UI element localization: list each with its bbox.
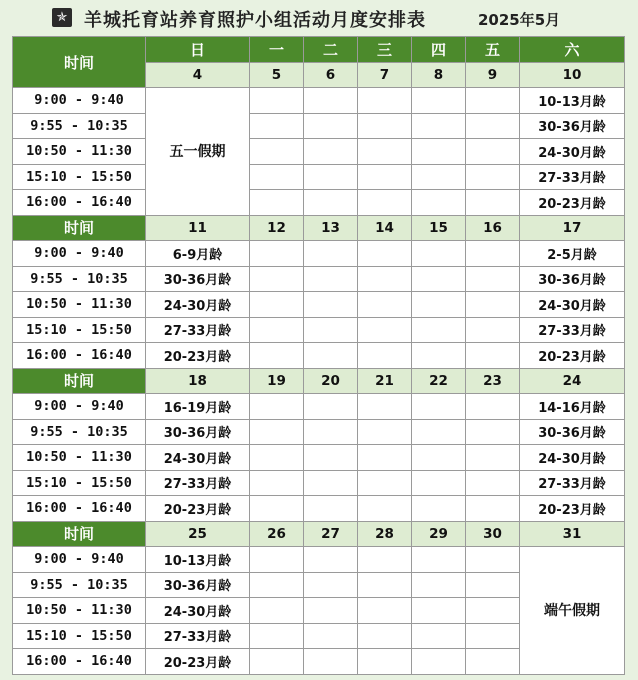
star-icon: ✯ — [52, 8, 72, 27]
age-group-cell: 24-30月龄 — [146, 292, 250, 318]
date-cell: 18 — [146, 368, 250, 394]
age-group-cell: 14-16月龄 — [520, 394, 625, 420]
empty-cell — [412, 317, 466, 343]
weekday-header-row — [13, 37, 625, 63]
time-slot: 15:10 - 15:50 — [13, 164, 146, 190]
empty-cell — [412, 649, 466, 675]
date-cell: 23 — [466, 368, 520, 394]
age-group-cell: 2-5月龄 — [520, 241, 625, 267]
empty-cell — [358, 470, 412, 496]
table-row — [13, 266, 625, 292]
table-row — [13, 496, 625, 522]
date-cell: 28 — [358, 521, 412, 547]
table-row — [13, 343, 625, 369]
empty-cell — [466, 547, 520, 573]
empty-cell — [250, 190, 304, 216]
empty-cell — [358, 113, 412, 139]
time-slot: 10:50 - 11:30 — [13, 139, 146, 165]
empty-cell — [466, 241, 520, 267]
empty-cell — [412, 343, 466, 369]
empty-cell — [358, 164, 412, 190]
empty-cell — [412, 623, 466, 649]
date-cell: 16 — [466, 215, 520, 241]
age-group-cell: 27-33月龄 — [520, 317, 625, 343]
age-group-cell: 6-9月龄 — [146, 241, 250, 267]
age-group-cell: 30-36月龄 — [520, 419, 625, 445]
empty-cell — [304, 139, 358, 165]
empty-cell — [466, 496, 520, 522]
age-group-cell: 10-13月龄 — [146, 547, 250, 573]
schedule-month: 2025年5月 — [478, 11, 561, 29]
date-cell: 19 — [250, 368, 304, 394]
empty-cell — [304, 241, 358, 267]
empty-cell — [250, 547, 304, 573]
empty-cell — [304, 266, 358, 292]
empty-cell — [250, 649, 304, 675]
table-row — [13, 394, 625, 420]
date-cell: 17 — [520, 215, 625, 241]
empty-cell — [304, 649, 358, 675]
empty-cell — [466, 164, 520, 190]
empty-cell — [412, 547, 466, 573]
empty-cell — [412, 266, 466, 292]
date-cell: 14 — [358, 215, 412, 241]
empty-cell — [250, 139, 304, 165]
age-group-cell: 27-33月龄 — [520, 470, 625, 496]
time-slot: 10:50 - 11:30 — [13, 445, 146, 471]
empty-cell — [358, 496, 412, 522]
time-slot: 16:00 - 16:40 — [13, 496, 146, 522]
time-slot: 10:50 - 11:30 — [13, 292, 146, 318]
age-group-cell: 20-23月龄 — [146, 649, 250, 675]
empty-cell — [412, 241, 466, 267]
date-cell: 13 — [304, 215, 358, 241]
empty-cell — [358, 139, 412, 165]
age-group-cell: 24-30月龄 — [146, 445, 250, 471]
age-group-cell: 10-13月龄 — [520, 88, 625, 114]
age-group-cell: 24-30月龄 — [520, 139, 625, 165]
date-cell: 20 — [304, 368, 358, 394]
table-row — [13, 445, 625, 471]
time-slot: 10:50 - 11:30 — [13, 598, 146, 624]
empty-cell — [304, 292, 358, 318]
empty-cell — [466, 190, 520, 216]
time-slot: 9:55 - 10:35 — [13, 113, 146, 139]
table-row — [13, 547, 625, 573]
empty-cell — [304, 164, 358, 190]
empty-cell — [412, 190, 466, 216]
empty-cell — [250, 292, 304, 318]
empty-cell — [466, 113, 520, 139]
empty-cell — [466, 649, 520, 675]
empty-cell — [250, 572, 304, 598]
empty-cell — [358, 394, 412, 420]
empty-cell — [304, 113, 358, 139]
age-group-cell: 24-30月龄 — [520, 445, 625, 471]
empty-cell — [304, 572, 358, 598]
age-group-cell: 27-33月龄 — [146, 470, 250, 496]
empty-cell — [412, 292, 466, 318]
date-cell: 22 — [412, 368, 466, 394]
empty-cell — [250, 470, 304, 496]
empty-cell — [304, 496, 358, 522]
time-slot: 15:10 - 15:50 — [13, 623, 146, 649]
weekday-header: 一 — [250, 37, 304, 63]
empty-cell — [304, 317, 358, 343]
age-group-cell: 27-33月龄 — [146, 623, 250, 649]
empty-cell — [250, 241, 304, 267]
empty-cell — [250, 445, 304, 471]
date-cell: 26 — [250, 521, 304, 547]
empty-cell — [358, 190, 412, 216]
empty-cell — [466, 623, 520, 649]
date-cell: 29 — [412, 521, 466, 547]
empty-cell — [466, 88, 520, 114]
empty-cell — [466, 598, 520, 624]
time-slot: 9:00 - 9:40 — [13, 241, 146, 267]
date-cell: 9 — [466, 62, 520, 88]
weekday-header: 六 — [520, 37, 625, 63]
empty-cell — [466, 317, 520, 343]
age-group-cell: 24-30月龄 — [146, 598, 250, 624]
page-header — [0, 0, 638, 36]
weekday-header: 日 — [146, 37, 250, 63]
empty-cell — [412, 470, 466, 496]
weekday-header: 四 — [412, 37, 466, 63]
empty-cell — [304, 394, 358, 420]
empty-cell — [358, 241, 412, 267]
weekday-header: 五 — [466, 37, 520, 63]
age-group-cell: 20-23月龄 — [520, 190, 625, 216]
empty-cell — [304, 190, 358, 216]
date-cell: 11 — [146, 215, 250, 241]
age-group-cell: 20-23月龄 — [520, 343, 625, 369]
time-slot: 9:55 - 10:35 — [13, 419, 146, 445]
age-group-cell: 24-30月龄 — [520, 292, 625, 318]
empty-cell — [304, 470, 358, 496]
empty-cell — [304, 445, 358, 471]
empty-cell — [358, 445, 412, 471]
empty-cell — [250, 343, 304, 369]
age-group-cell: 20-23月龄 — [146, 343, 250, 369]
empty-cell — [412, 496, 466, 522]
empty-cell — [358, 649, 412, 675]
table-row — [13, 241, 625, 267]
schedule-table — [12, 36, 625, 675]
date-cell: 21 — [358, 368, 412, 394]
empty-cell — [466, 419, 520, 445]
empty-cell — [358, 572, 412, 598]
time-slot: 9:00 - 9:40 — [13, 547, 146, 573]
table-row — [13, 164, 625, 190]
date-cell: 6 — [304, 62, 358, 88]
age-group-cell: 27-33月龄 — [146, 317, 250, 343]
age-group-cell: 30-36月龄 — [146, 572, 250, 598]
date-cell: 31 — [520, 521, 625, 547]
date-header-row — [13, 215, 625, 241]
date-cell: 8 — [412, 62, 466, 88]
empty-cell — [250, 394, 304, 420]
time-slot: 16:00 - 16:40 — [13, 190, 146, 216]
empty-cell — [304, 598, 358, 624]
age-group-cell: 30-36月龄 — [520, 113, 625, 139]
weekday-header: 二 — [304, 37, 358, 63]
time-header: 时间 — [13, 37, 146, 88]
date-cell: 5 — [250, 62, 304, 88]
time-slot: 15:10 - 15:50 — [13, 470, 146, 496]
empty-cell — [412, 139, 466, 165]
empty-cell — [358, 598, 412, 624]
empty-cell — [250, 266, 304, 292]
age-group-cell: 27-33月龄 — [520, 164, 625, 190]
empty-cell — [358, 419, 412, 445]
weekday-header: 三 — [358, 37, 412, 63]
age-group-cell: 16-19月龄 — [146, 394, 250, 420]
age-group-cell: 30-36月龄 — [520, 266, 625, 292]
empty-cell — [250, 88, 304, 114]
empty-cell — [466, 394, 520, 420]
date-cell: 25 — [146, 521, 250, 547]
age-group-cell: 30-36月龄 — [146, 266, 250, 292]
date-cell: 30 — [466, 521, 520, 547]
empty-cell — [304, 343, 358, 369]
empty-cell — [250, 317, 304, 343]
empty-cell — [412, 88, 466, 114]
empty-cell — [412, 445, 466, 471]
date-cell: 12 — [250, 215, 304, 241]
age-group-cell: 30-36月龄 — [146, 419, 250, 445]
table-row — [13, 113, 625, 139]
empty-cell — [466, 292, 520, 318]
empty-cell — [304, 88, 358, 114]
empty-cell — [412, 113, 466, 139]
holiday-cell: 端午假期 — [520, 547, 625, 675]
time-slot: 15:10 - 15:50 — [13, 317, 146, 343]
empty-cell — [304, 623, 358, 649]
date-header-row — [13, 521, 625, 547]
time-header: 时间 — [13, 215, 146, 241]
table-row — [13, 139, 625, 165]
date-cell: 15 — [412, 215, 466, 241]
empty-cell — [304, 547, 358, 573]
time-slot: 16:00 - 16:40 — [13, 649, 146, 675]
time-header: 时间 — [13, 521, 146, 547]
page-title: 羊城托育站养育照护小组活动月度安排表 — [84, 10, 426, 31]
empty-cell — [466, 470, 520, 496]
empty-cell — [304, 419, 358, 445]
empty-cell — [250, 623, 304, 649]
empty-cell — [412, 394, 466, 420]
empty-cell — [250, 164, 304, 190]
table-row — [13, 190, 625, 216]
empty-cell — [466, 343, 520, 369]
empty-cell — [250, 113, 304, 139]
empty-cell — [358, 292, 412, 318]
empty-cell — [466, 139, 520, 165]
holiday-cell: 五一假期 — [146, 88, 250, 216]
table-row — [13, 317, 625, 343]
date-cell: 24 — [520, 368, 625, 394]
empty-cell — [358, 547, 412, 573]
time-slot: 9:55 - 10:35 — [13, 572, 146, 598]
time-slot: 9:55 - 10:35 — [13, 266, 146, 292]
empty-cell — [412, 598, 466, 624]
empty-cell — [358, 317, 412, 343]
time-header: 时间 — [13, 368, 146, 394]
table-row — [13, 88, 625, 114]
table-row — [13, 470, 625, 496]
age-group-cell: 20-23月龄 — [146, 496, 250, 522]
schedule-body — [13, 37, 625, 675]
empty-cell — [412, 419, 466, 445]
table-row — [13, 419, 625, 445]
date-cell: 7 — [358, 62, 412, 88]
table-row — [13, 292, 625, 318]
empty-cell — [358, 266, 412, 292]
empty-cell — [250, 496, 304, 522]
empty-cell — [358, 343, 412, 369]
age-group-cell: 20-23月龄 — [520, 496, 625, 522]
time-slot: 9:00 - 9:40 — [13, 88, 146, 114]
date-header-row — [13, 368, 625, 394]
empty-cell — [250, 598, 304, 624]
empty-cell — [412, 164, 466, 190]
empty-cell — [250, 419, 304, 445]
time-slot: 16:00 - 16:40 — [13, 343, 146, 369]
date-cell: 4 — [146, 62, 250, 88]
date-cell: 27 — [304, 521, 358, 547]
empty-cell — [466, 572, 520, 598]
empty-cell — [358, 88, 412, 114]
date-cell: 10 — [520, 62, 625, 88]
empty-cell — [466, 266, 520, 292]
empty-cell — [412, 572, 466, 598]
empty-cell — [466, 445, 520, 471]
time-slot: 9:00 - 9:40 — [13, 394, 146, 420]
empty-cell — [358, 623, 412, 649]
